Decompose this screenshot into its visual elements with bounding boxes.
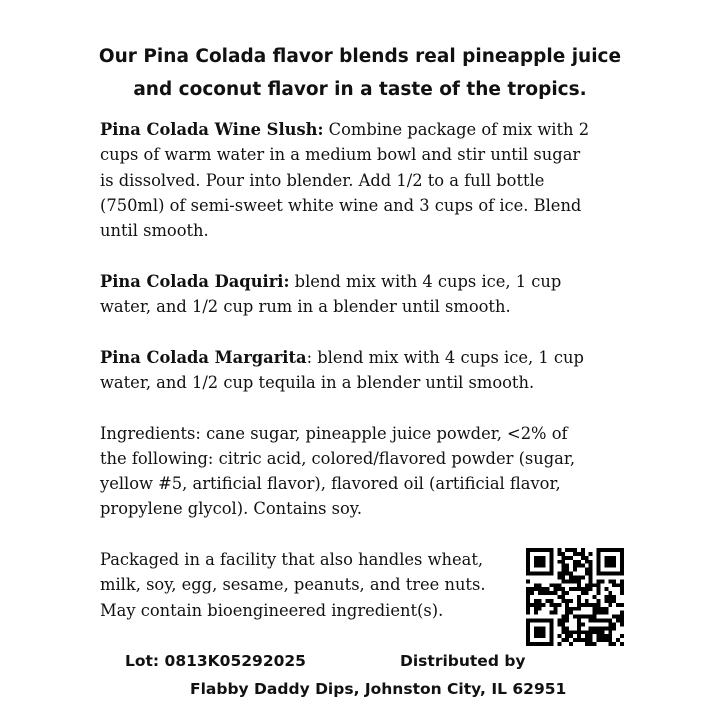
recipe-title: Pina Colada Wine Slush: — [100, 120, 324, 139]
distributed-by: Distributed by — [400, 652, 526, 670]
allergens — [100, 547, 589, 623]
recipe-text: : blend mix with 4 cups ice, 1 cup — [306, 347, 584, 367]
recipe-title: Pina Colada Margarita — [100, 347, 307, 367]
ingredients-text: the following: citric acid, colored/flavored powder (sugar, — [100, 448, 576, 468]
label-body — [100, 117, 589, 648]
qr-code[interactable] — [525, 548, 625, 646]
recipe-text: Combine package of mix with 2 — [323, 120, 590, 139]
recipe-margarita — [100, 345, 589, 396]
allergens-text: May contain bioengineered ingredient(s). — [100, 600, 444, 620]
recipe-text: blend mix with 4 cups ice, 1 cup — [289, 271, 562, 291]
recipe-text: water, and 1/2 cup rum in a blender until smooth. — [100, 297, 511, 317]
ingredients — [100, 421, 589, 522]
recipe-text: (750ml) of semi-sweet white wine and 3 cups of ice. Blend — [100, 195, 582, 215]
distributor-address: Flabby Daddy Dips, Johnston City, IL 62951 — [190, 680, 567, 698]
recipe-text: water, and 1/2 cup tequila in a blender until smooth. — [100, 372, 535, 392]
allergens-text: milk, soy, egg, sesame, peanuts, and tree nuts. — [100, 575, 486, 595]
ingredients-text: yellow #5, artificial flavor), flavored oil (artificial flavor, — [100, 474, 561, 494]
recipe-text: is dissolved. Pour into blender. Add 1/2 to a full bottle — [100, 170, 545, 190]
recipe-title: Pina Colada Daquiri: — [100, 271, 290, 291]
header-line: and coconut flavor in a taste of the tropics. — [133, 79, 587, 100]
lot-number: Lot: 0813K05292025 — [125, 652, 306, 670]
header-line: Our Pina Colada flavor blends real pineapple juice — [98, 46, 622, 67]
allergens-text: Packaged in a facility that also handles wheat, — [100, 550, 484, 570]
ingredients-text: propylene glycol). Contains soy. — [100, 499, 363, 519]
header — [0, 40, 720, 106]
recipe-text: until smooth. — [100, 221, 209, 241]
recipe-text: cups of warm water in a medium bowl and stir until sugar — [100, 145, 581, 165]
ingredients-text: Ingredients: cane sugar, pineapple juice powder, <2% of — [100, 423, 568, 443]
recipe-daquiri — [100, 269, 589, 320]
recipe-wine-slush — [100, 117, 589, 243]
